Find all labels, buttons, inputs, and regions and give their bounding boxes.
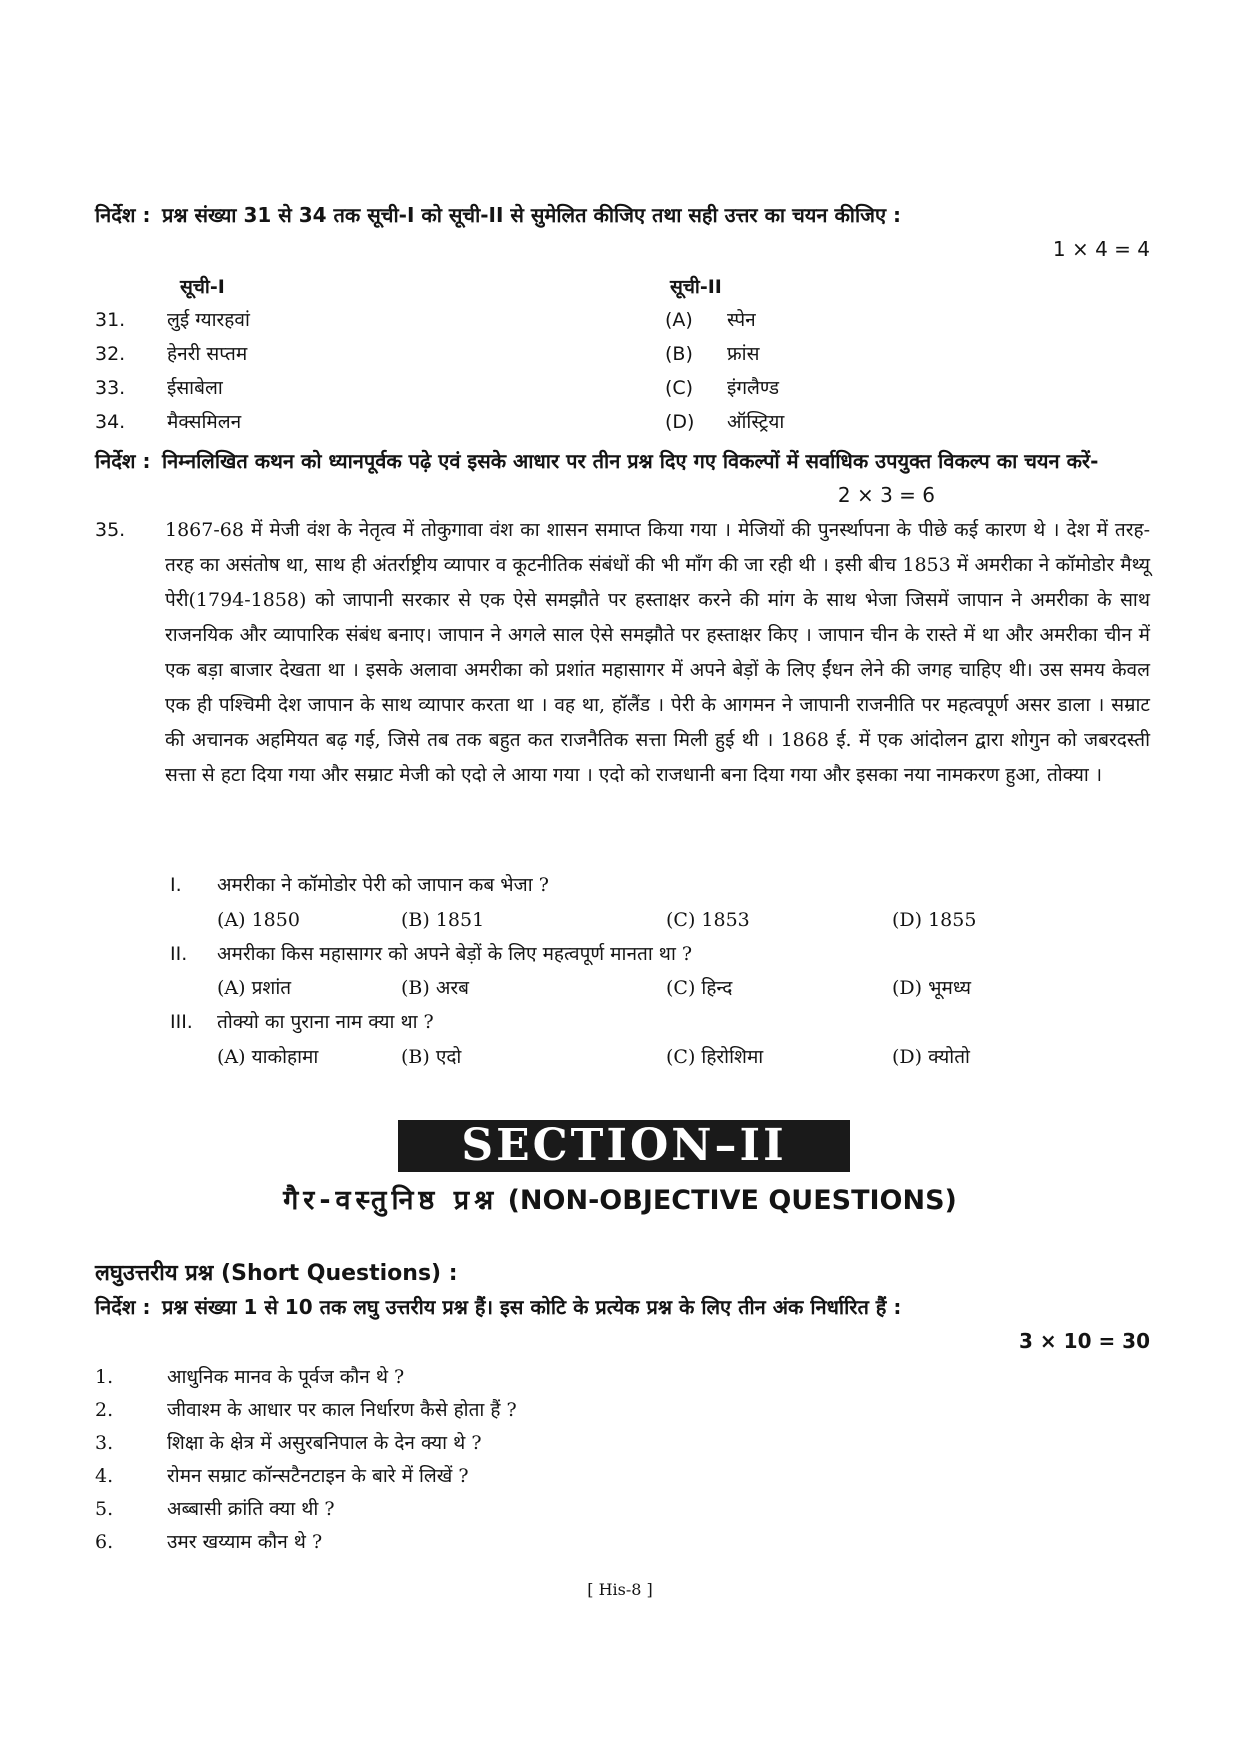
section-subtitle-english: (NON-OBJECTIVE QUESTIONS)	[507, 1185, 957, 1216]
list-item	[95, 1492, 1095, 1526]
list-item	[95, 1525, 1095, 1559]
marks-allocation: 2 × 3 = 6	[837, 483, 935, 507]
passage-text: 1867-68 में मेजी वंश के नेतृत्व में तोकुगावा वंश का शासन समाप्त किया गया । मेजियों की पुनर्स्थापना के पीछे कई कारण थे । देश में तरह-तरह का असंतोष था, साथ ही अंतर्राष्ट्रीय व्यापार व कूटनीतिक संबंधों की भी माँग की जा रही थी । इसी बीच 1853 में अमरीका ने कॉमोडोर मैथ्यू पेरी(1794-1858) को जापानी सरकार से एक ऐसे समझौते पर हस्ताक्षर करने की मांग के साथ भेजा जिसमें जापान ने अमरीका के साथ राजनयिक और व्यापारिक संबंध बनाए। जापान ने अगले साल ऐसे समझौते पर हस्ताक्षर किए । जापान चीन के रास्ते में था और अमरीका चीन में एक बड़ा बाजार देखता था । इसके अलावा अमरीका को प्रशांत महासागर में अपने बेड़ों के लिए ईंधन लेने की जगह चाहिए थी। उस समय केवल एक ही पश्चिमी देश जापान के साथ व्यापार करता था । वह था, हॉलैंड । पेरी के आगमन ने जापानी राजनीति पर महत्वपूर्ण असर डाला । सम्राट की अचानक अहमियत बढ़ गई, जिसे तब तक बहुत कत राजनैतिक सत्ता मिली हुई थी । 1868 ई. में एक आंदोलन द्वारा शोगुन को जबरदस्ती सत्ता से हटा दिया गया और सम्राट मेजी को एदो ले आया गया । एदो को राजधानी बना दिया गया और इसका नया नामकरण हुआ, तोक्या ।	[165, 519, 1150, 786]
list-2-header: सूची-II	[670, 276, 722, 298]
instruction-label: निर्देश :	[95, 1295, 151, 1319]
list-1-header: सूची-I	[180, 276, 225, 298]
roman-numeral: II.	[170, 943, 188, 965]
option-a[interactable]: (A) 1850	[217, 909, 300, 931]
instruction-label: निर्देश :	[95, 203, 151, 227]
list-2-item: इंगलैण्ड	[727, 377, 780, 399]
option-a[interactable]: (A) याकोहामा	[217, 1046, 319, 1068]
list-2-item: स्पेन	[727, 309, 756, 331]
option-row	[165, 1040, 1150, 1074]
option-b[interactable]: (B) 1851	[401, 909, 485, 931]
question-number: 32.	[95, 343, 126, 365]
list-item	[95, 1459, 1095, 1493]
heading-hindi: लघुउत्तरीय प्रश्न	[95, 1261, 214, 1286]
option-c[interactable]: (C) हिन्द	[666, 977, 733, 999]
list-1-item: ईसाबेला	[167, 377, 223, 399]
section-subtitle-hindi: गैर-वस्तुनिष्ठ प्रश्न	[283, 1185, 499, 1216]
sub-question	[165, 868, 1150, 902]
heading-english: (Short Questions) :	[221, 1261, 458, 1286]
question-number: 6.	[95, 1531, 114, 1553]
question-number: 4.	[95, 1465, 114, 1487]
list-item	[95, 1426, 1095, 1460]
question-number: 35.	[95, 519, 126, 541]
section-subtitle	[0, 1183, 1240, 1219]
list-item	[95, 1393, 1095, 1427]
match-row	[95, 405, 1155, 439]
instruction-text: निम्नलिखित कथन को ध्यानपूर्वक पढ़े एवं इसके आधार पर तीन प्रश्न दिए गए विकल्पों में सर्वाधिक उपयुक्त विकल्प का चयन करें-	[162, 449, 1099, 473]
list-2-item: फ्रांस	[727, 343, 760, 365]
option-row	[165, 903, 1150, 937]
instruction-match	[95, 198, 1150, 270]
match-row	[95, 371, 1155, 405]
option-d[interactable]: (D) भूमध्य	[892, 977, 971, 999]
question-text: अमरीका ने कॉमोडोर पेरी को जापान कब भेजा ?	[217, 874, 549, 896]
option-c[interactable]: (C) हिरोशिमा	[666, 1046, 764, 1068]
instruction-text: प्रश्न संख्या 1 से 10 तक लघु उत्तरीय प्रश्न हैं। इस कोटि के प्रत्येक प्रश्न के लिए तीन अंक निर्धारित हैं :	[162, 1295, 902, 1319]
option-letter: (D)	[665, 411, 695, 433]
question-text: तोक्यो का पुराना नाम क्या था ?	[217, 1011, 434, 1033]
option-c[interactable]: (C) 1853	[666, 909, 750, 931]
question-number: 5.	[95, 1498, 114, 1520]
option-a[interactable]: (A) प्रशांत	[217, 977, 292, 999]
question-number: 33.	[95, 377, 126, 399]
marks-allocation: 1 × 4 = 4	[1052, 237, 1150, 261]
question-text: उमर खय्याम कौन थे ?	[167, 1531, 323, 1553]
option-d[interactable]: (D) 1855	[892, 909, 977, 931]
question-text: जीवाश्म के आधार पर काल निर्धारण कैसे होता हैं ?	[167, 1399, 517, 1421]
question-number: 1.	[95, 1366, 114, 1388]
list-1-item: हेनरी सप्तम	[167, 343, 248, 365]
option-letter: (B)	[665, 343, 693, 365]
question-text: शिक्षा के क्षेत्र में असुरबनिपाल के देन क्या थे ?	[167, 1432, 482, 1454]
match-row	[95, 303, 1155, 337]
match-list-headers	[95, 270, 1155, 304]
question-text: अमरीका किस महासागर को अपने बेड़ों के लिए महत्वपूर्ण मानता था ?	[217, 943, 693, 965]
sub-question	[165, 1005, 1150, 1039]
option-letter: (C)	[665, 377, 694, 399]
roman-numeral: III.	[170, 1011, 193, 1033]
question-text: रोमन सम्राट कॉन्सटैनटाइन के बारे में लिखें ?	[167, 1465, 469, 1487]
instruction-text: प्रश्न संख्या 31 से 34 तक सूची-I को सूची-II से सुमेलित कीजिए तथा सही उत्तर का चयन कीजिए :	[162, 203, 902, 227]
page-footer: [ His-8 ]	[587, 1580, 653, 1599]
option-b[interactable]: (B) एदो	[401, 1046, 462, 1068]
question-text: आधुनिक मानव के पूर्वज कौन थे ?	[167, 1366, 405, 1388]
short-questions-heading	[95, 1258, 458, 1290]
instruction-short	[95, 1290, 1150, 1360]
option-b[interactable]: (B) अरब	[401, 977, 469, 999]
list-item	[95, 1360, 1095, 1394]
instruction-label: निर्देश :	[95, 449, 151, 473]
list-2-item: ऑस्ट्रिया	[727, 411, 785, 433]
option-d[interactable]: (D) क्योतो	[892, 1046, 970, 1068]
option-row	[165, 971, 1150, 1005]
option-letter: (A)	[665, 309, 693, 331]
question-number: 3.	[95, 1432, 114, 1454]
list-1-item: लुई ग्यारहवां	[167, 309, 250, 331]
section-title: SECTION–II	[398, 1120, 850, 1172]
question-number: 31.	[95, 309, 126, 331]
roman-numeral: I.	[170, 874, 182, 896]
marks-allocation: 3 × 10 = 30	[1019, 1329, 1150, 1353]
match-row	[95, 337, 1155, 371]
question-text: अब्बासी क्रांति क्या थी ?	[167, 1498, 335, 1520]
list-1-item: मैक्समिलन	[167, 411, 242, 433]
question-number: 2.	[95, 1399, 114, 1421]
question-number: 34.	[95, 411, 126, 433]
instruction-passage	[95, 444, 1150, 514]
sub-question	[165, 937, 1150, 971]
